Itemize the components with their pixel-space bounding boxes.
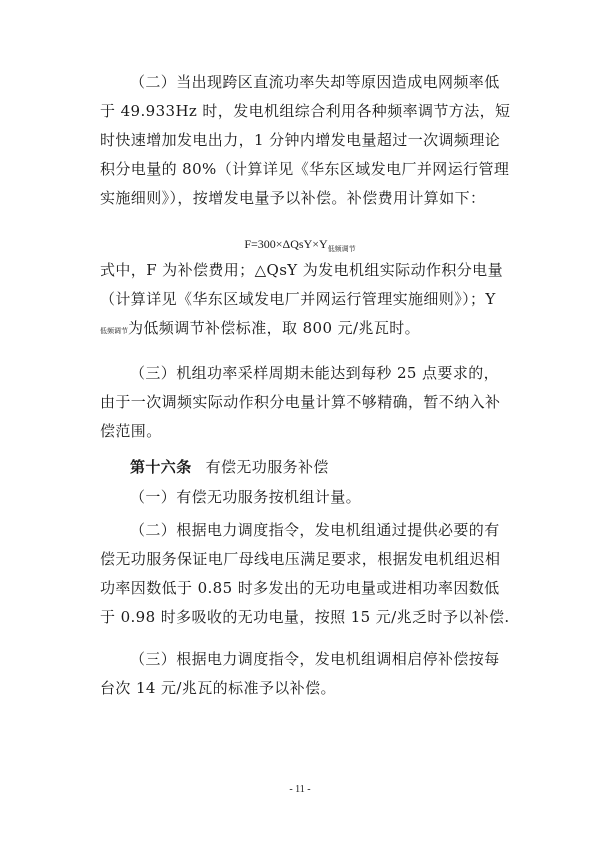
text-line: 于 0.98 时多吸收的无功电量，按照 15 元/兆乏时予以补偿. — [100, 608, 510, 626]
paragraph-frequency-compensation — [100, 68, 512, 213]
paragraph-reactive-compensation — [100, 516, 512, 632]
paragraph-reactive-metering — [100, 483, 512, 512]
compensation-formula — [0, 236, 600, 257]
text-line: 时快速增加发电出力，1 分钟内增发电量超过一次调频理论 — [100, 131, 501, 149]
paragraph-sampling-period — [100, 359, 512, 446]
text-line: 台次 14 元/兆瓦的标准予以补偿。 — [100, 679, 336, 697]
text-fragment: 为低频调节补偿标准，取 800 元/兆瓦时。 — [128, 319, 421, 337]
text-line: （三）根据电力调度指令，发电机组调相启停补偿按每 — [130, 650, 500, 668]
text-line: 由于一次调频实际动作积分电量计算不够精确，暂不纳入补 — [100, 393, 501, 411]
text-line: 实施细则》），按增发电量予以补偿。补偿费用计算如下： — [100, 189, 486, 207]
article-number: 第十六条 — [130, 458, 192, 476]
text-line: 偿无功服务保证电厂母线电压满足要求，根据发电机组迟相 — [100, 550, 501, 568]
formula-main: F=300×ΔQsY×Y — [244, 237, 328, 251]
text-line — [100, 453, 512, 482]
text-line: 偿范围。 — [100, 422, 162, 440]
text-line: （二）根据电力调度指令，发电机组通过提供必要的有 — [130, 521, 500, 539]
paragraph-phase-modulation — [100, 645, 512, 703]
formula-subscript: 低频调节 — [327, 245, 356, 253]
text-line: 于 49.933Hz 时，发电机组综合利用各种频率调节方法，短 — [100, 102, 511, 120]
page-number: - 11 - — [289, 784, 311, 795]
text-line: 积分电量的 80%（计算详见《华东区域发电厂并网运行管理 — [100, 160, 510, 178]
inline-subscript: 低频调节 — [100, 327, 128, 335]
text-line — [100, 314, 512, 346]
text-line: （三）机组功率采样周期未能达到每秒 25 点要求的， — [130, 364, 500, 382]
text-line: （一）有偿无功服务按机组计量。 — [130, 488, 362, 506]
text-line: 功率因数低于 0.85 时多发出的无功电量或进相功率因数低 — [100, 579, 500, 597]
text-line: 式中，F 为补偿费用；△QsY 为发电机组实际动作积分电量 — [100, 261, 503, 279]
paragraph-formula-explanation — [100, 256, 512, 346]
text-line: （二）当出现跨区直流功率失却等原因造成电网频率低 — [130, 73, 500, 91]
article-16-heading — [100, 453, 512, 482]
article-title: 有偿无功服务补偿 — [205, 458, 329, 476]
text-line: （计算详见《华东区域发电厂并网运行管理实施细则》）；Y — [100, 290, 496, 308]
